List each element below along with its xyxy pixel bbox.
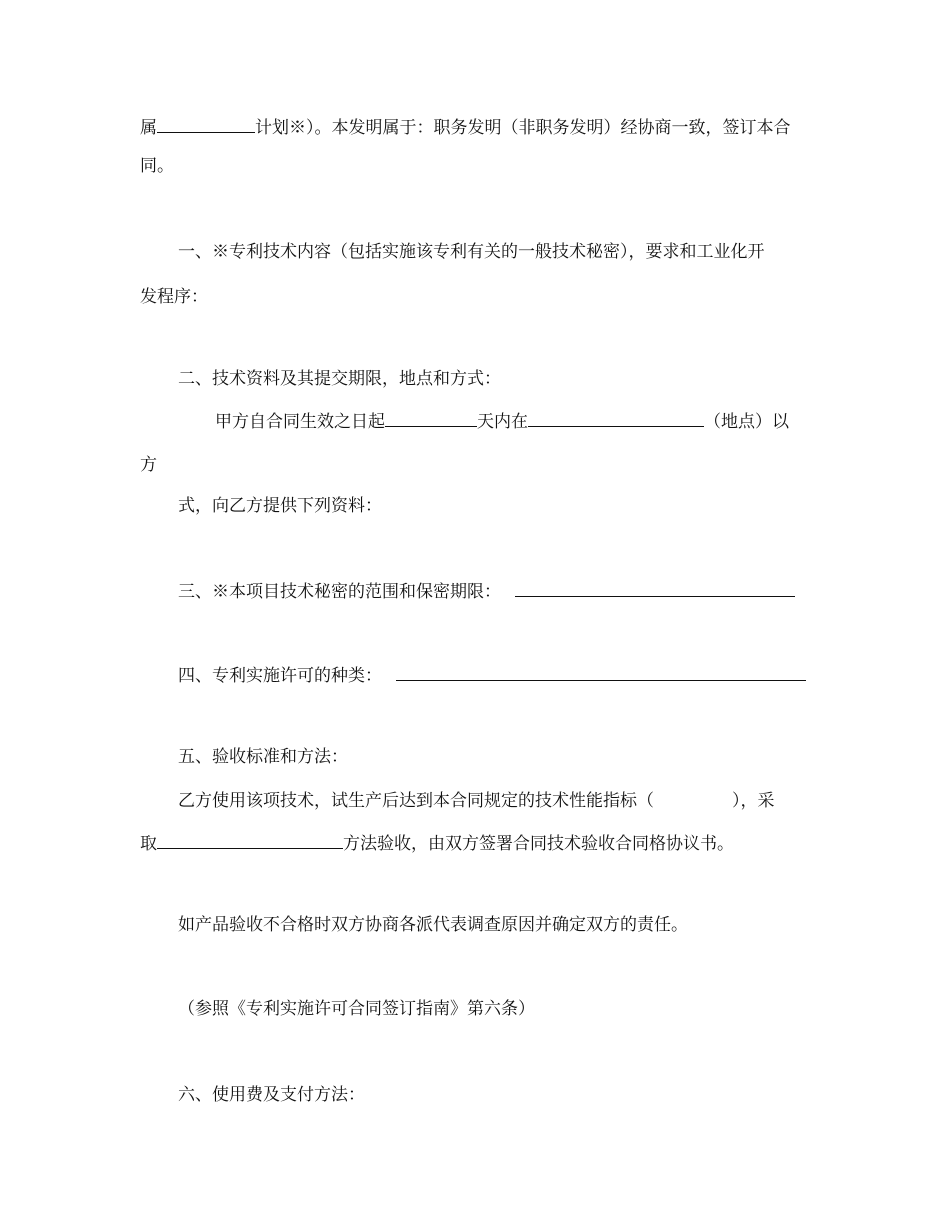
section-2-text-a: 甲方自合同生效之日起 <box>215 412 385 432</box>
section-5-text-d: 方法验收，由双方签署合同技术验收合同格协议书。 <box>343 834 734 854</box>
section-2-line-3: 式，向乙方提供下列资料： <box>178 496 382 516</box>
section-5-line-2 <box>140 830 734 856</box>
acceptance-method-blank[interactable] <box>157 830 343 849</box>
section-3-title: 三、※本项目技术秘密的范围和保密期限： <box>178 582 501 602</box>
section-4-title: 四、专利实施许可的种类： <box>178 666 382 686</box>
section-6-title: 六、使用费及支付方法： <box>178 1085 365 1105</box>
secret-scope-blank[interactable] <box>515 578 795 597</box>
intro-text-a: 属 <box>140 118 157 138</box>
section-5-reference: （参照《专利实施许可合同签订指南》第六条） <box>178 999 535 1019</box>
section-4-line <box>178 662 806 688</box>
section-1-title: 一、※专利技术内容（包括实施该专利有关的一般技术秘密），要求和工业化开 <box>178 242 765 262</box>
section-5-text-b: ），采 <box>732 791 775 811</box>
section-5-text-c: 取 <box>140 834 157 854</box>
days-blank[interactable] <box>385 408 477 427</box>
section-5-line-1 <box>178 789 775 813</box>
section-2-title: 二、技术资料及其提交期限，地点和方式： <box>178 369 501 389</box>
intro-line-1 <box>140 114 791 140</box>
section-5-text-a: 乙方使用该项技术，试生产后达到本合同规定的技术性能指标（ <box>178 791 654 811</box>
location-blank[interactable] <box>528 408 704 427</box>
section-2-text-b: 天内在 <box>477 412 528 432</box>
section-5-paragraph: 如产品验收不合格时双方协商各派代表调查原因并确定双方的责任。 <box>178 915 688 935</box>
intro-line-2: 同。 <box>140 156 174 176</box>
section-1-title-cont: 发程序： <box>140 287 208 307</box>
section-5-title: 五、验收标准和方法： <box>178 747 348 767</box>
section-2-line-2: 方 <box>140 455 157 475</box>
plan-name-blank[interactable] <box>157 114 255 133</box>
license-type-blank[interactable] <box>396 662 806 681</box>
section-3-line <box>178 578 795 604</box>
section-2-line-1 <box>215 408 789 434</box>
section-2-text-c: （地点）以 <box>704 412 789 432</box>
intro-text-b: 计划※）。本发明属于：职务发明（非职务发明）经协商一致，签订本合 <box>255 118 791 138</box>
